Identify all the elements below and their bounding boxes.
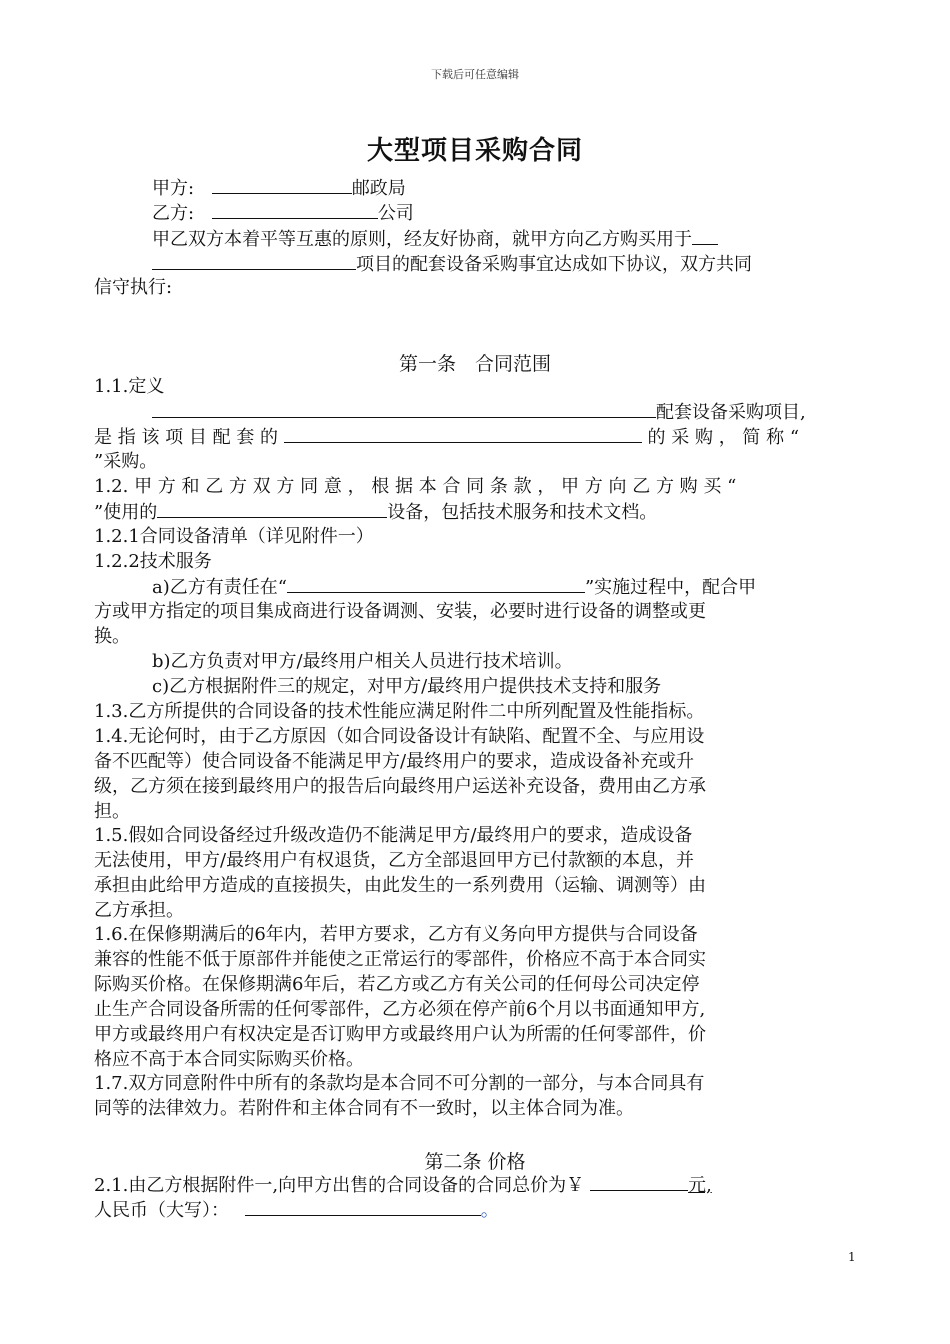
intro-line-2 bbox=[152, 252, 752, 277]
clause-1-6-line: 甲方或最终用户有权决定是否订购甲方或最终用户认为所需的任何零部件，价 bbox=[94, 1024, 706, 1045]
clause-1-6-line: 际购买价格。在保修期满6年后，若乙方或乙方有关公司的任何母公司决定停 bbox=[94, 974, 700, 995]
clause-1-1-blank-2[interactable] bbox=[284, 425, 642, 443]
clause-2-1-text-d: 。 bbox=[480, 1200, 499, 1221]
clause-1-2-text-b: 设备，包括技术服务和技术文档。 bbox=[387, 502, 658, 523]
party-a-line bbox=[152, 176, 406, 201]
price-blank[interactable] bbox=[590, 1173, 688, 1191]
contract-title: 大型项目采购合同 bbox=[366, 136, 583, 166]
party-b-suffix: 公司 bbox=[377, 203, 414, 224]
intro-line-3: 信守执行: bbox=[94, 277, 173, 298]
page-header: 下载后可任意编辑 bbox=[431, 68, 519, 81]
item-a-line-1 bbox=[152, 575, 756, 600]
clause-1-1-line-2 bbox=[94, 425, 799, 450]
item-a-text-1: a)乙方有责任在“ bbox=[152, 577, 287, 598]
page-number: 1 bbox=[848, 1250, 856, 1264]
item-b: b)乙方负责对甲方/最终用户相关人员进行技术培训。 bbox=[152, 651, 573, 672]
party-a-blank[interactable] bbox=[212, 176, 352, 194]
clause-2-1-line-1 bbox=[94, 1173, 712, 1198]
item-a-text-2: ”实施过程中，配合甲 bbox=[584, 577, 757, 598]
clause-1-4-line: 备不匹配等）使合同设备不能满足甲方/最终用户的要求，造成设备补充或升 bbox=[94, 751, 695, 772]
party-b-label: 乙方: bbox=[152, 203, 195, 224]
clause-2-1-text-c: 人民币（大写）： bbox=[94, 1200, 229, 1221]
clause-1-4-line: 级，乙方须在接到最终用户的报告后向最终用户运送补充设备，费用由乙方承 bbox=[94, 776, 706, 797]
clause-1-7-line: 1.7.双方同意附件中所有的条款均是本合同不可分割的一部分，与本合同具有 bbox=[94, 1073, 705, 1094]
intro-text-2: 项目的配套设备采购事宜达成如下协议，双方共同 bbox=[356, 254, 752, 275]
clause-1-6-line: 1.6.在保修期满后的6年内，若甲方要求，乙方有义务向甲方提供与合同设备 bbox=[94, 924, 698, 945]
clause-1-1-text-2a: 是 指 该 项 目 配 套 的 bbox=[94, 427, 279, 448]
item-c: c)乙方根据附件三的规定，对甲方/最终用户提供技术支持和服务 bbox=[152, 676, 662, 697]
clause-1-1-line-1 bbox=[152, 400, 806, 425]
clause-2-1-text-a: 2.1.由乙方根据附件一,向甲方出售的合同设备的合同总价为￥ bbox=[94, 1175, 585, 1196]
party-a-label: 甲方: bbox=[152, 178, 195, 199]
clause-1-5-line: 承担由此给甲方造成的直接损失，由此发生的一系列费用（运输、调测等）由 bbox=[94, 875, 706, 896]
party-b-blank[interactable] bbox=[212, 201, 378, 219]
clause-1-2-blank[interactable] bbox=[157, 500, 387, 518]
section-1-heading: 第一条 合同范围 bbox=[398, 353, 551, 375]
clause-1-2-text-a: ”使用的 bbox=[94, 502, 158, 523]
clause-1-2-line-2 bbox=[94, 500, 657, 525]
clause-2-1-line-2 bbox=[94, 1198, 499, 1223]
clause-1-4-line: 担。 bbox=[94, 801, 130, 822]
clause-1-4-line: 1.4.无论何时，由于乙方原因（如合同设备设计有缺陷、配置不全、与应用设 bbox=[94, 726, 705, 747]
clause-1-1-text-1: 配套设备采购项目, bbox=[656, 402, 806, 423]
clause-2-1-text-b: 元, bbox=[688, 1175, 712, 1196]
clause-1-1-line-3: ”采购。 bbox=[94, 451, 158, 472]
clause-1-2-line-1: 1.2. 甲 方 和 乙 方 双 方 同 意 ， 根 据 本 合 同 条 款 ， 甲 方 向 乙 方 购 买 “ bbox=[94, 476, 737, 497]
clause-1-3: 1.3.乙方所提供的合同设备的技术性能应满足附件二中所列配置及性能指标。 bbox=[94, 701, 705, 722]
intro-blank-2[interactable] bbox=[152, 252, 356, 270]
clause-1-7-line: 同等的法律效力。若附件和主体合同有不一致时，以主体合同为准。 bbox=[94, 1098, 634, 1119]
clause-1-5-line: 无法使用，甲方/最终用户有权退货，乙方全部退回甲方已付款额的本息，并 bbox=[94, 850, 695, 871]
clause-1-6-line: 兼容的性能不低于原部件并能使之正常运行的零部件，价格应不高于本合同实 bbox=[94, 949, 706, 970]
section-2-heading: 第二条 价格 bbox=[424, 1151, 526, 1173]
item-a-line-3: 换。 bbox=[94, 626, 130, 647]
item-a-blank[interactable] bbox=[287, 575, 585, 593]
clause-1-6-line: 止生产合同设备所需的任何零部件，乙方必须在停产前6个月以书面通知甲方, bbox=[94, 999, 706, 1020]
intro-blank-1[interactable] bbox=[692, 227, 718, 245]
intro-text-1: 甲乙双方本着平等互惠的原则，经友好协商，就甲方向乙方购买用于 bbox=[152, 229, 692, 250]
clause-1-5-line: 乙方承担。 bbox=[94, 900, 184, 921]
clause-1-5-line: 1.5.假如合同设备经过升级改造仍不能满足甲方/最终用户的要求，造成设备 bbox=[94, 825, 693, 846]
clause-1-2-2: 1.2.2技术服务 bbox=[94, 551, 212, 572]
clause-1-2-1: 1.2.1合同设备清单（详见附件一） bbox=[94, 526, 374, 547]
party-b-line bbox=[152, 201, 414, 226]
clause-1-6-line: 格应不高于本合同实际购买价格。 bbox=[94, 1049, 364, 1070]
price-words-blank[interactable] bbox=[245, 1198, 481, 1216]
clause-1-1-blank-1[interactable] bbox=[152, 400, 656, 418]
clause-1-1-text-2b: 的 采 购 ， 简 称 “ bbox=[647, 427, 800, 448]
item-a-line-2: 方或甲方指定的项目集成商进行设备调测、安装，必要时进行设备的调整或更 bbox=[94, 601, 706, 622]
clause-1-1-label: 1.1.定义 bbox=[94, 376, 165, 397]
intro-line-1 bbox=[152, 227, 718, 252]
party-a-suffix: 邮政局 bbox=[351, 178, 406, 199]
